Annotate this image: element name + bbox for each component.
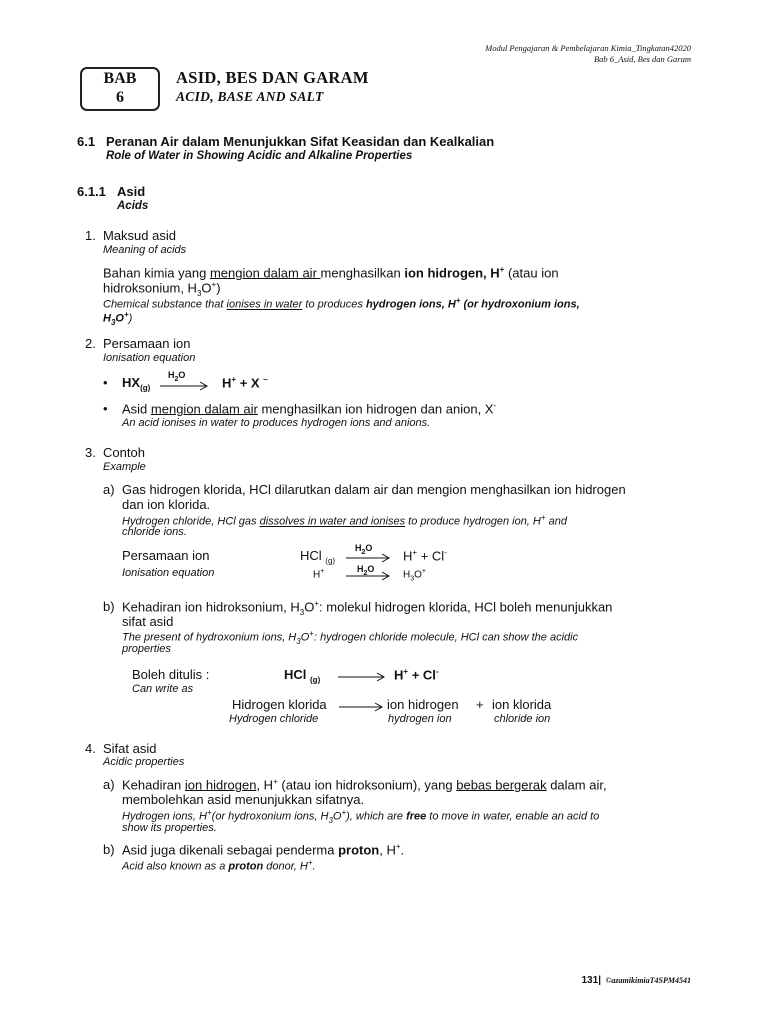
item2-bullet2-ms: Asid mengion dalam air menghasilkan ion hidrogen dan anion, X-: [122, 401, 497, 417]
reaction-arrow: [339, 703, 385, 711]
item4-a-en-line2: show its properties.: [122, 822, 217, 834]
item3-b-en-line1: The present of hydroxonium ions, $H_3O^+$: hydrogen chloride molecule, HCl can show the acidic: [122, 629, 579, 646]
subsection-title-ms: Asid: [117, 184, 146, 199]
ionisation-label-ms: Persamaan ion: [122, 548, 210, 563]
reaction-arrow: [346, 554, 392, 562]
item1-title-en: Meaning of acids: [103, 244, 187, 256]
subsection-title-en: Acids: [117, 200, 149, 212]
reaction-arrow: [346, 572, 392, 580]
can-write-label-en: Can write as: [132, 683, 194, 695]
ionisation-catalyst-1: $H_2O$: [355, 543, 373, 556]
can-write-label-ms: Boleh ditulis :: [132, 667, 210, 682]
ionisation-catalyst-2: $H_2O$: [357, 564, 375, 577]
item4-a-label: a): [103, 777, 115, 792]
item4-a-line1: Kehadiran ion hidrogen, H+ (atau ion hidroksonium), yang bebas bergerak dalam air,: [122, 777, 607, 793]
item2-number: 2.: [85, 336, 96, 351]
running-header-line1: Modul Pengajaran & Pembelajaran Kimia_Tingkatan42020: [485, 43, 691, 53]
item3-a-line2: dan ion klorida.: [122, 497, 211, 512]
item2-title-ms: Persamaan ion: [103, 336, 191, 351]
chapter-title-en: ACID, BASE AND SALT: [176, 89, 324, 104]
page-number: 131: [581, 975, 599, 986]
reaction-arrow: [338, 673, 388, 681]
section-number: 6.1: [77, 134, 96, 149]
item3-b-label: b): [103, 599, 115, 614]
can-write-products: H+ + Cl-: [394, 667, 439, 683]
item1-definition-en-line1: Chemical substance that ionises in water to produces hydrogen ions, H+ (or hydroxonium ions,: [103, 296, 580, 311]
item4-number: 4.: [85, 741, 96, 756]
word-eq-chloride-ion-en: chloride ion: [494, 713, 551, 725]
item3-a-line1: Gas hidrogen klorida, HCl dilarutkan dalam air dan mengion menghasilkan ion hidrogen: [122, 482, 626, 497]
reaction-arrow: [160, 382, 210, 390]
section-title-en: Role of Water in Showing Acidic and Alkaline Properties: [106, 150, 413, 162]
item2-bullet2-en: An acid ionises in water to produces hydrogen ions and anions.: [122, 417, 431, 429]
item4-b-line1: Asid juga dikenali sebagai penderma proton, H+.: [122, 842, 405, 858]
item4-a-line2: membolehkan asid menunjukkan sifatnya.: [122, 792, 365, 807]
item3-title-en: Example: [103, 461, 146, 473]
item4-b-en-line1: Acid also known as a proton donor, H+.: [122, 858, 316, 873]
bullet-icon: •: [103, 401, 108, 416]
bullet-icon: •: [103, 375, 108, 390]
chapter-bab-label: BAB: [103, 70, 137, 87]
item4-title-en: Acidic properties: [103, 756, 185, 768]
footer-credit: ©azamikimiaT4SPM4541: [605, 976, 691, 985]
ionisation2-h: H+: [313, 568, 325, 581]
item3-b-line2: sifat asid: [122, 614, 174, 629]
item3-a-en-line1: Hydrogen chloride, HCl gas dissolves in water and ionises to produce hydrogen ion, H+ and: [122, 513, 567, 528]
chapter-number: 6: [116, 89, 124, 106]
item1-number: 1.: [85, 228, 96, 243]
word-eq-hydrogen-chloride-en: Hydrogen chloride: [229, 713, 319, 725]
section-title-ms: Peranan Air dalam Menunjukkan Sifat Keasidan dan Kealkalian: [106, 134, 495, 149]
item2-equation-catalyst: $H_2O$: [168, 370, 186, 383]
item2-title-en: Ionisation equation: [103, 352, 196, 364]
item4-a-en-line1: Hydrogen ions, H+(or hydroxonium ions, $H_3O^+$), which are free to move in water, enable an acid to: [122, 808, 600, 825]
item3-a-label: a): [103, 482, 115, 497]
item1-definition-ms-line2: hidroksonium, $H_3O^+$): [103, 280, 221, 298]
item4-title-ms: Sifat asid: [103, 741, 157, 756]
item4-b-label: b): [103, 842, 115, 857]
word-eq-plus: +: [476, 697, 484, 712]
item3-b-en-line2: properties: [122, 643, 171, 655]
item3-title-ms: Contoh: [103, 445, 145, 460]
item2-equation-lhs: $HX_{(g)}$: [122, 375, 151, 393]
item3-a-en-line2: chloride ions.: [122, 526, 187, 538]
subsection-number: 6.1.1: [77, 184, 106, 199]
item1-definition-en-line2: $H_3O^+$): [103, 310, 133, 327]
ionisation2-product: $H_3O^+$: [403, 568, 427, 583]
item1-title-ms: Maksud asid: [103, 228, 176, 243]
can-write-hcl: HCl $_{(g)}$: [284, 667, 321, 685]
item1-definition-ms-line1: Bahan kimia yang mengion dalam air menghasilkan ion hidrogen, H+ (atau ion: [103, 265, 559, 281]
word-eq-chloride-ion: ion klorida: [492, 697, 552, 712]
chapter-title-ms: ASID, BES DAN GARAM: [176, 68, 369, 87]
footer-separator: |: [598, 975, 601, 986]
running-header-line2: Bab 6_Asid, Bes dan Garam: [593, 54, 691, 64]
word-eq-hydrogen-ion: ion hidrogen: [387, 697, 459, 712]
page-footer: [582, 970, 692, 988]
ionisation-products: H+ + Cl-: [403, 548, 447, 564]
ionisation-label-en: Ionisation equation: [122, 567, 215, 579]
chapter-badge: [80, 67, 160, 111]
item2-equation-rhs: H+ + X –: [222, 375, 268, 391]
item3-number: 3.: [85, 445, 96, 460]
item3-b-line1: Kehadiran ion hidroksonium, $H_3O^+$: molekul hidrogen klorida, HCl boleh menunjukkan: [122, 599, 613, 617]
ionisation-hcl: HCl $_{(g)}$: [300, 548, 336, 566]
word-eq-hydrogen-ion-en: hydrogen ion: [388, 713, 452, 725]
word-eq-hydrogen-chloride: Hidrogen klorida: [232, 697, 327, 712]
